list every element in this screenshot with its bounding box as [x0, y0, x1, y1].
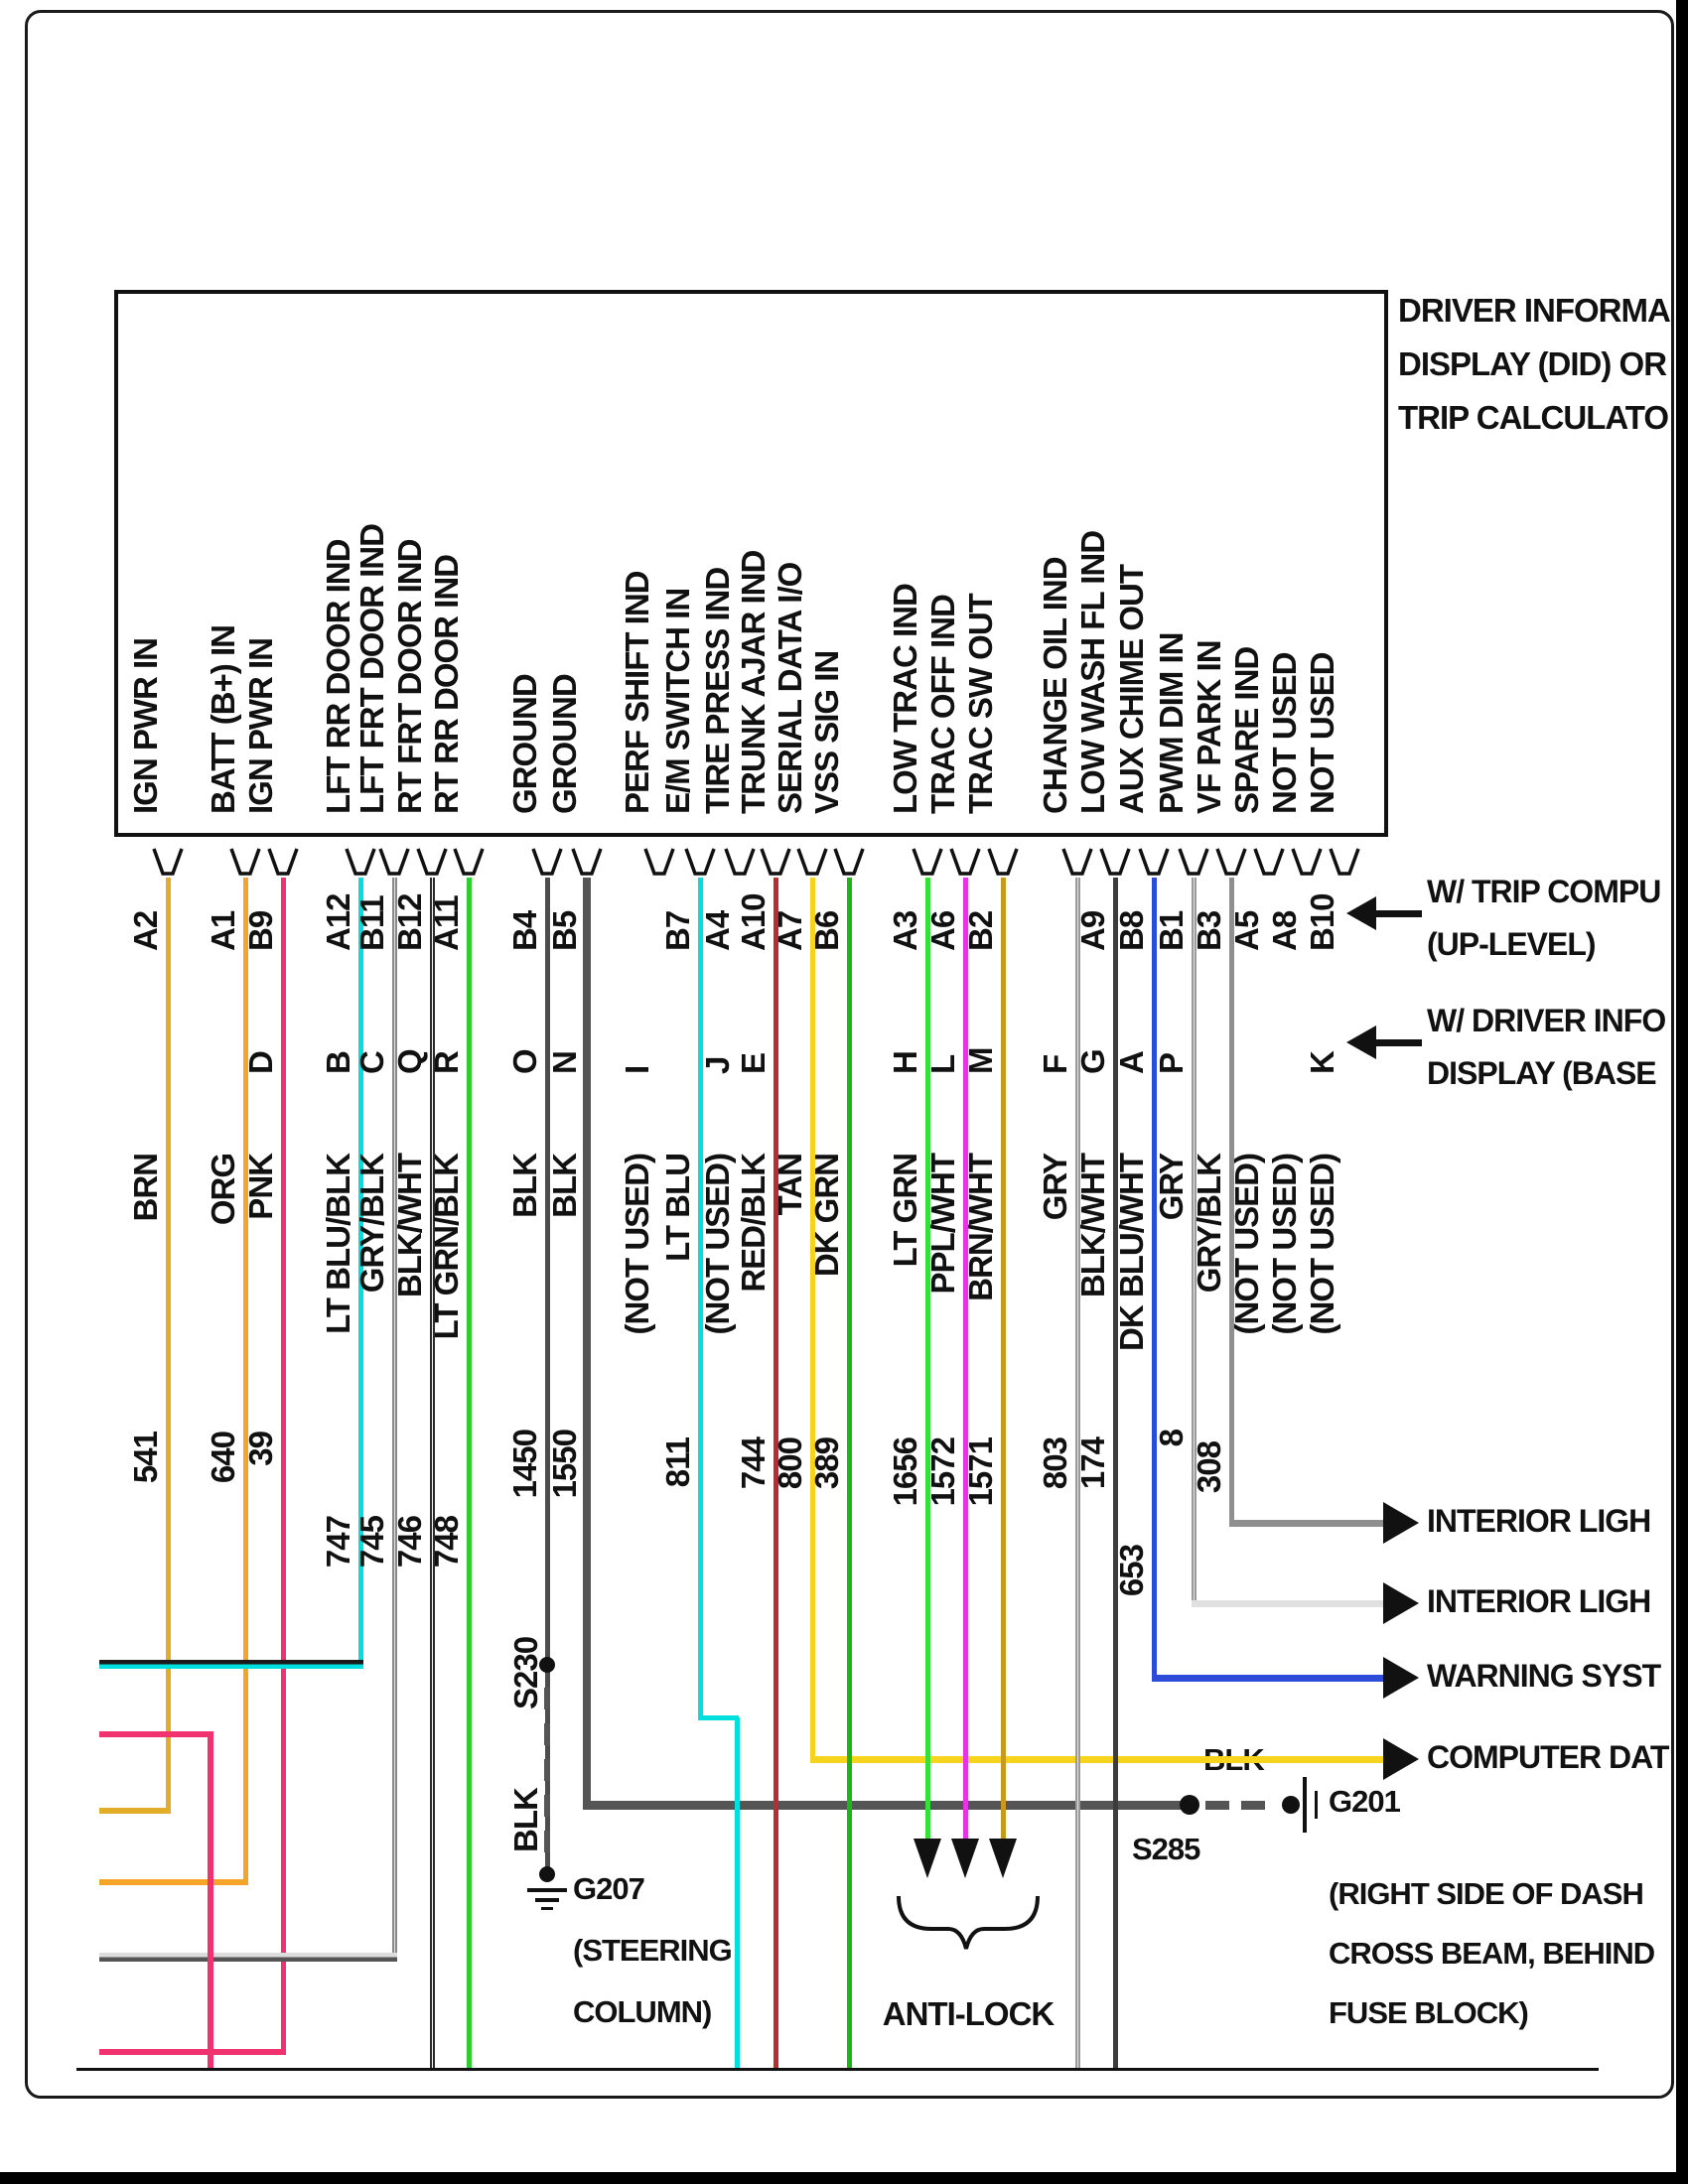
- function-label: LFT FRT DOOR IND: [353, 524, 390, 814]
- arrow-right-icon: [1383, 1502, 1421, 1544]
- connector-v-icon: [987, 847, 1019, 879]
- exit-label: INTERIOR LIGH: [1427, 1584, 1651, 1618]
- function-label: TIRE PRESS IND: [699, 567, 736, 814]
- pin-label: B8: [1113, 910, 1150, 951]
- connector-v-icon: [1178, 847, 1209, 879]
- pin-label: A8: [1266, 910, 1303, 951]
- function-label: IGN PWR IN: [242, 638, 279, 814]
- circuit-number-label: 744: [735, 1437, 772, 1490]
- wire: [1152, 878, 1157, 1678]
- ground-text: [1329, 1864, 1654, 2043]
- ground-bar: [1303, 1777, 1307, 1833]
- function-label: NOT USED: [1304, 652, 1340, 814]
- ground-bar: [535, 1898, 559, 1902]
- wire-color-label: GRY: [1037, 1154, 1073, 1221]
- pin-label: A5: [1228, 910, 1265, 951]
- wire-color-label: BLK/WHT: [1074, 1154, 1111, 1298]
- function-label: VSS SIG IN: [808, 650, 845, 814]
- pin-label: A3: [887, 910, 923, 951]
- title-line: DISPLAY (DID) OR: [1398, 345, 1667, 382]
- pin-label: A12: [320, 893, 356, 951]
- function-label: RT FRT DOOR IND: [391, 539, 428, 814]
- diagram-cut-line: [76, 2068, 1599, 2071]
- wire: [925, 878, 930, 1839]
- dashed-wire: [544, 1723, 550, 1745]
- ground-text-line: (STEERING: [573, 1933, 732, 1968]
- pin-label: A1: [205, 910, 241, 951]
- wire: [545, 878, 550, 1870]
- circuit-number-label: 748: [428, 1516, 465, 1569]
- ground-text-line: CROSS BEAM, BEHIND: [1329, 1936, 1655, 1971]
- connector-v-icon: [724, 847, 756, 879]
- connector-v-icon: [416, 847, 448, 879]
- component-title: [1398, 284, 1672, 445]
- dashed-wire: [544, 1831, 550, 1852]
- circuit-number-label: 747: [320, 1516, 356, 1569]
- note-line: W/ TRIP COMPU: [1427, 874, 1661, 909]
- note-line: DISPLAY (BASE: [1427, 1055, 1656, 1091]
- connector-v-icon: [1215, 847, 1247, 879]
- function-label: AUX CHIME OUT: [1113, 565, 1150, 814]
- wire-color-label: BLK: [506, 1154, 543, 1218]
- pin-label: B3: [1191, 910, 1227, 951]
- anti-lock-label: ANTI-LOCK: [882, 1995, 1055, 2032]
- splice-dot: [1180, 1795, 1199, 1815]
- wire: [583, 1801, 1184, 1810]
- connector-letter-label: B: [320, 1051, 356, 1074]
- circuit-number-label: 1572: [924, 1437, 961, 1507]
- connector-variant-note: [1427, 995, 1674, 1100]
- pin-label: B12: [391, 893, 428, 951]
- connector-letter-label: R: [428, 1051, 465, 1074]
- exit-label: COMPUTER DAT: [1427, 1740, 1669, 1774]
- wire-color-label: BLK/WHT: [391, 1154, 428, 1298]
- wire: [810, 1756, 1385, 1763]
- wire: [1229, 1520, 1385, 1527]
- function-label: CHANGE OIL IND: [1037, 557, 1073, 814]
- connector-v-icon: [1329, 847, 1360, 879]
- wire: [166, 878, 171, 1811]
- circuit-number-label: 39: [242, 1432, 279, 1466]
- wire-color-label: ORG: [205, 1154, 241, 1226]
- splice-label: S230: [507, 1636, 544, 1709]
- exit-label: INTERIOR LIGH: [1427, 1504, 1651, 1538]
- pin-label: B6: [808, 910, 845, 951]
- wire: [467, 878, 472, 2068]
- function-label: LOW TRAC IND: [887, 584, 923, 814]
- function-label: LOW WASH FL IND: [1074, 530, 1111, 814]
- wire: [698, 1715, 739, 1720]
- wire: [99, 1953, 397, 1962]
- pin-label: B9: [242, 910, 279, 951]
- circuit-number-label: 803: [1037, 1437, 1073, 1490]
- down-arrow-icon: [951, 1839, 979, 1878]
- connector-v-icon: [345, 847, 376, 879]
- wire-color-label: GRY/BLK: [1191, 1154, 1227, 1294]
- connector-letter-label: M: [962, 1047, 999, 1074]
- wire-color-label: (NOT USED): [1228, 1154, 1265, 1335]
- wire-color-label: GRY/BLK: [353, 1154, 390, 1294]
- wire-color-label: (NOT USED): [699, 1154, 736, 1335]
- pin-label: B5: [546, 910, 583, 951]
- connector-v-icon: [1253, 847, 1285, 879]
- wire-color-label: RED/BLK: [735, 1154, 772, 1293]
- wire: [1192, 1600, 1385, 1607]
- wire: [1152, 1675, 1385, 1682]
- wire-color-label: (NOT USED): [619, 1154, 655, 1335]
- wire-color-label: LT BLU/BLK: [320, 1154, 356, 1334]
- pin-label: A4: [699, 910, 736, 951]
- note-line: (UP-LEVEL): [1427, 926, 1596, 962]
- scan-edge-right: [1676, 0, 1688, 2184]
- wire-color-label: DK BLU/WHT: [1113, 1154, 1150, 1351]
- ground-bar: [1315, 1791, 1318, 1819]
- wire: [99, 2049, 286, 2055]
- function-label: IGN PWR IN: [127, 638, 164, 814]
- wire: [99, 1808, 171, 1814]
- wire-color-label: LT BLU: [659, 1154, 696, 1262]
- connector-v-icon: [1291, 847, 1323, 879]
- arrow-right-icon: [1383, 1582, 1421, 1624]
- scan-edge-bottom: [0, 2172, 1688, 2184]
- connector-v-icon: [760, 847, 791, 879]
- function-label: LFT RR DOOR IND: [320, 539, 356, 814]
- ground-text-line: COLUMN): [573, 1994, 712, 2029]
- wire-color-label: BRN/WHT: [962, 1154, 999, 1301]
- connector-v-icon: [229, 847, 261, 879]
- function-label: SERIAL DATA I/O: [772, 562, 808, 814]
- connector-v-icon: [267, 847, 299, 879]
- wire: [1001, 878, 1006, 1839]
- function-label: TRUNK AJAR IND: [735, 550, 772, 814]
- ground-text: [573, 1858, 732, 2043]
- pin-label: B11: [353, 895, 390, 951]
- wire: [847, 878, 852, 2068]
- brace-icon: [894, 1891, 1043, 1961]
- pin-label: A7: [772, 910, 808, 951]
- connector-v-icon: [1138, 847, 1170, 879]
- circuit-number-label: 1450: [506, 1430, 543, 1499]
- connector-variant-note: [1427, 866, 1674, 971]
- circuit-number-label: 389: [808, 1437, 845, 1490]
- down-arrow-icon: [989, 1839, 1017, 1878]
- circuit-number-label: 308: [1191, 1441, 1227, 1494]
- wire-color-label: GRY: [1153, 1154, 1190, 1221]
- function-label: PERF SHIFT IND: [619, 571, 655, 814]
- connector-letter-label: H: [887, 1051, 923, 1074]
- pin-label: A2: [127, 910, 164, 951]
- connector-letter-label: E: [735, 1052, 772, 1074]
- function-label: PWM DIM IN: [1153, 632, 1190, 814]
- exit-label: WARNING SYST: [1427, 1659, 1661, 1693]
- wire-color-label: BLK: [507, 1788, 544, 1852]
- connector-v-icon: [152, 847, 184, 879]
- ground-text-line: G207: [573, 1871, 644, 1906]
- wire: [735, 1717, 740, 2068]
- ground-dot: [1282, 1796, 1300, 1814]
- pin-label: A6: [924, 910, 961, 951]
- connector-v-icon: [833, 847, 865, 879]
- pin-label: B4: [506, 910, 543, 951]
- splice-label: S285: [1132, 1832, 1200, 1866]
- connector-v-icon: [796, 847, 828, 879]
- circuit-number-label: 746: [391, 1516, 428, 1569]
- function-label: NOT USED: [1266, 652, 1303, 814]
- circuit-number-label: 811: [659, 1437, 696, 1488]
- connector-v-icon: [453, 847, 485, 879]
- function-label: TRAC SW OUT: [962, 594, 999, 814]
- circuit-number-label: 174: [1074, 1437, 1111, 1490]
- wire: [392, 878, 397, 1957]
- circuit-number-label: 800: [772, 1437, 808, 1490]
- wire: [583, 878, 591, 1809]
- function-label: RT RR DOOR IND: [428, 555, 465, 814]
- dashed-wire: [1205, 1801, 1229, 1810]
- connector-v-icon: [1099, 847, 1131, 879]
- wire-color-label: (NOT USED): [1266, 1154, 1303, 1335]
- connector-v-icon: [684, 847, 716, 879]
- function-label: TRAC OFF IND: [924, 595, 961, 814]
- function-label: E/M SWITCH IN: [659, 588, 696, 814]
- wire-color-label: DK GRN: [808, 1154, 845, 1278]
- connector-letter-label: Q: [391, 1049, 428, 1074]
- connector-letter-label: A: [1113, 1051, 1150, 1074]
- circuit-number-label: 541: [127, 1432, 164, 1484]
- circuit-number-label: 1550: [546, 1430, 583, 1499]
- connector-letter-label: C: [353, 1051, 390, 1074]
- title-line: TRIP CALCULATO: [1398, 399, 1668, 436]
- circuit-number-label: 8: [1153, 1430, 1190, 1447]
- connector-letter-label: O: [506, 1049, 543, 1074]
- connector-letter-label: I: [619, 1065, 655, 1074]
- wire: [243, 878, 248, 1882]
- connector-letter-label: D: [242, 1051, 279, 1074]
- connector-v-icon: [1061, 847, 1093, 879]
- wire-color-label: BRN: [127, 1154, 164, 1222]
- wire: [810, 878, 815, 1759]
- circuit-number-label: 745: [353, 1516, 390, 1569]
- ground-bar: [527, 1888, 567, 1892]
- circuit-number-label: 1656: [887, 1437, 923, 1507]
- wire-color-label: BLK: [546, 1154, 583, 1218]
- wire-color-label: PPL/WHT: [924, 1154, 961, 1295]
- ground-dot: [539, 1866, 555, 1882]
- wire: [208, 1731, 213, 2068]
- connector-v-icon: [949, 847, 981, 879]
- wire: [99, 1879, 248, 1885]
- wire: [963, 878, 968, 1839]
- connector-letter-label: K: [1304, 1051, 1340, 1074]
- ground-name: G201: [1329, 1784, 1400, 1819]
- function-label: SPARE IND: [1228, 646, 1265, 814]
- dashed-wire: [1241, 1801, 1265, 1810]
- connector-letter-label: N: [546, 1051, 583, 1074]
- title-line: DRIVER INFORMA: [1398, 292, 1670, 329]
- function-label: BATT (B+) IN: [205, 625, 241, 814]
- down-arrow-icon: [914, 1839, 941, 1878]
- connector-v-icon: [912, 847, 943, 879]
- dashed-wire: [544, 1688, 550, 1709]
- connector-v-icon: [531, 847, 563, 879]
- connector-letter-label: L: [924, 1054, 961, 1074]
- arrow-right-icon: [1383, 1738, 1421, 1780]
- connector-v-icon: [643, 847, 675, 879]
- connector-v-icon: [378, 847, 410, 879]
- pin-label: B1: [1153, 910, 1190, 951]
- wire-color-label: LT GRN: [887, 1154, 923, 1268]
- connector-letter-label: J: [699, 1056, 736, 1074]
- connector-letter-label: G: [1074, 1049, 1111, 1074]
- function-label: VF PARK IN: [1191, 640, 1227, 814]
- pin-label: B2: [962, 910, 999, 951]
- dashed-wire: [544, 1795, 550, 1817]
- pin-label: B10: [1304, 893, 1340, 951]
- ground-text-line: FUSE BLOCK): [1329, 1995, 1528, 2030]
- wire-color-label: (NOT USED): [1304, 1154, 1340, 1335]
- connector-v-icon: [571, 847, 603, 879]
- dashed-wire: [544, 1759, 550, 1781]
- connector-letter-label: F: [1037, 1054, 1073, 1074]
- function-label: GROUND: [506, 674, 543, 814]
- connector-letter-label: P: [1153, 1052, 1190, 1074]
- pin-label: A10: [735, 893, 772, 951]
- arrow-shaft: [1374, 910, 1422, 917]
- pin-label: B7: [659, 910, 696, 951]
- arrow-right-icon: [1383, 1657, 1421, 1699]
- wire-color-label: TAN: [772, 1154, 808, 1216]
- wire-color-label: PNK: [242, 1154, 279, 1220]
- arrow-shaft: [1374, 1039, 1422, 1046]
- wire: [99, 1660, 363, 1669]
- ground-bar: [541, 1907, 553, 1910]
- circuit-number-label: 640: [205, 1432, 241, 1484]
- note-line: W/ DRIVER INFO: [1427, 1003, 1666, 1038]
- circuit-number-label: 1571: [962, 1437, 999, 1507]
- function-label: GROUND: [546, 674, 583, 814]
- ground-text-line: (RIGHT SIDE OF DASH: [1329, 1876, 1643, 1911]
- pin-label: A11: [428, 895, 465, 951]
- wire: [281, 878, 286, 2052]
- wire-color-label: LT GRN/BLK: [428, 1154, 465, 1340]
- pin-label: A9: [1074, 910, 1111, 951]
- circuit-number-label: 653: [1113, 1545, 1150, 1597]
- wire: [99, 1731, 213, 1737]
